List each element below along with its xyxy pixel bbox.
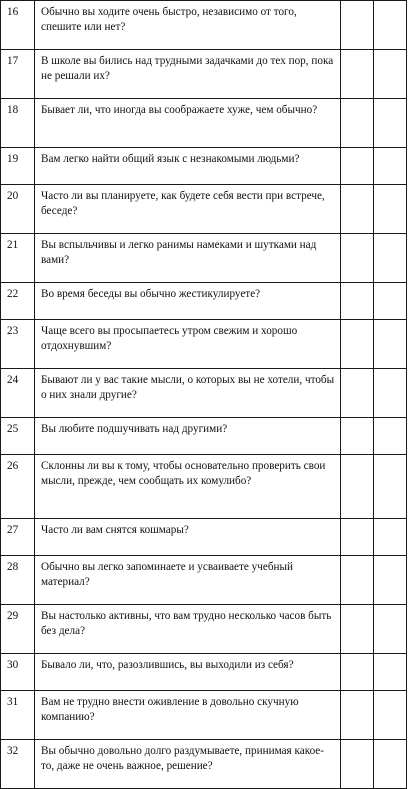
answer-cell-no[interactable]: [374, 455, 407, 519]
answer-cell-no[interactable]: [374, 185, 407, 234]
answer-cell-yes[interactable]: [341, 148, 374, 185]
question-row: [1, 320, 407, 369]
answer-cell-yes[interactable]: [341, 740, 374, 789]
question-number: 20: [1, 185, 35, 234]
question-number: 22: [1, 283, 35, 320]
question-row: [1, 556, 407, 605]
question-row: [1, 654, 407, 691]
question-row: [1, 605, 407, 654]
answer-cell-no[interactable]: [374, 369, 407, 418]
question-row: [1, 283, 407, 320]
answer-cell-yes[interactable]: [341, 519, 374, 556]
question-number: 30: [1, 654, 35, 691]
answer-cell-yes[interactable]: [341, 99, 374, 148]
answer-cell-yes[interactable]: [341, 654, 374, 691]
question-row: [1, 418, 407, 455]
question-text: Вы обычно довольно долго раздумываете, принимая какое-то, даже не очень важное, решение?: [35, 740, 341, 789]
question-text: Вы вспыльчивы и легко ранимы намеками и шутками над вами?: [35, 234, 341, 283]
answer-cell-yes[interactable]: [341, 234, 374, 283]
answer-cell-yes[interactable]: [341, 1, 374, 50]
question-number: 32: [1, 740, 35, 789]
answer-cell-yes[interactable]: [341, 556, 374, 605]
question-row: [1, 691, 407, 740]
answer-cell-no[interactable]: [374, 556, 407, 605]
answer-cell-no[interactable]: [374, 1, 407, 50]
question-number: 17: [1, 50, 35, 99]
question-text: Бывают ли у вас такие мысли, о которых вы не хотели, чтобы о них знали другие?: [35, 369, 341, 418]
question-text: Обычно вы ходите очень быстро, независимо от того, спешите или нет?: [35, 1, 341, 50]
question-number: 18: [1, 99, 35, 148]
answer-cell-no[interactable]: [374, 50, 407, 99]
question-text: Бывало ли, что, разозлившись, вы выходили из себя?: [35, 654, 341, 691]
question-number: 26: [1, 455, 35, 519]
question-text: Чаще всего вы просыпаетесь утром свежим и хорошо отдохнувшим?: [35, 320, 341, 369]
answer-cell-yes[interactable]: [341, 185, 374, 234]
answer-cell-no[interactable]: [374, 654, 407, 691]
question-row: [1, 369, 407, 418]
question-number: 28: [1, 556, 35, 605]
answer-cell-no[interactable]: [374, 148, 407, 185]
answer-cell-yes[interactable]: [341, 50, 374, 99]
answer-cell-no[interactable]: [374, 234, 407, 283]
answer-cell-yes[interactable]: [341, 455, 374, 519]
answer-cell-no[interactable]: [374, 691, 407, 740]
answer-cell-no[interactable]: [374, 519, 407, 556]
question-row: [1, 1, 407, 50]
question-number: 24: [1, 369, 35, 418]
answer-cell-yes[interactable]: [341, 320, 374, 369]
answer-cell-no[interactable]: [374, 605, 407, 654]
question-text: Часто ли вы планируете, как будете себя вести при встрече, беседе?: [35, 185, 341, 234]
question-text: В школе вы бились над трудными задачками до тех пор, пока не решали их?: [35, 50, 341, 99]
question-text: Во время беседы вы обычно жестикулируете?: [35, 283, 341, 320]
question-row: [1, 234, 407, 283]
question-number: 16: [1, 1, 35, 50]
answer-cell-no[interactable]: [374, 320, 407, 369]
question-number: 25: [1, 418, 35, 455]
question-number: 31: [1, 691, 35, 740]
answer-cell-no[interactable]: [374, 740, 407, 789]
question-text: Вам легко найти общий язык с незнакомыми людьми?: [35, 148, 341, 185]
question-row: [1, 455, 407, 519]
question-text: Бывает ли, что иногда вы соображаете хуже, чем обычно?: [35, 99, 341, 148]
question-row: [1, 99, 407, 148]
question-row: [1, 50, 407, 99]
question-number: 19: [1, 148, 35, 185]
question-text: Вы любите подшучивать над другими?: [35, 418, 341, 455]
question-text: Склонны ли вы к тому, чтобы основательно проверить свои мысли, прежде, чем сообщать их комулибо?: [35, 455, 341, 519]
answer-cell-yes[interactable]: [341, 283, 374, 320]
question-number: 29: [1, 605, 35, 654]
answer-cell-yes[interactable]: [341, 605, 374, 654]
answer-cell-yes[interactable]: [341, 691, 374, 740]
question-text: Вы настолько активны, что вам трудно несколько часов быть без дела?: [35, 605, 341, 654]
answer-cell-no[interactable]: [374, 99, 407, 148]
question-row: [1, 740, 407, 789]
answer-cell-no[interactable]: [374, 283, 407, 320]
question-number: 23: [1, 320, 35, 369]
question-row: [1, 148, 407, 185]
question-number: 27: [1, 519, 35, 556]
questionnaire-body: [1, 1, 407, 789]
question-row: [1, 185, 407, 234]
question-text: Обычно вы легко запоминаете и усваиваете учебный материал?: [35, 556, 341, 605]
answer-cell-no[interactable]: [374, 418, 407, 455]
question-number: 21: [1, 234, 35, 283]
answer-cell-yes[interactable]: [341, 369, 374, 418]
question-row: [1, 519, 407, 556]
answer-cell-yes[interactable]: [341, 418, 374, 455]
question-text: Часто ли вам снятся кошмары?: [35, 519, 341, 556]
question-text: Вам не трудно внести оживление в довольно скучную компанию?: [35, 691, 341, 740]
